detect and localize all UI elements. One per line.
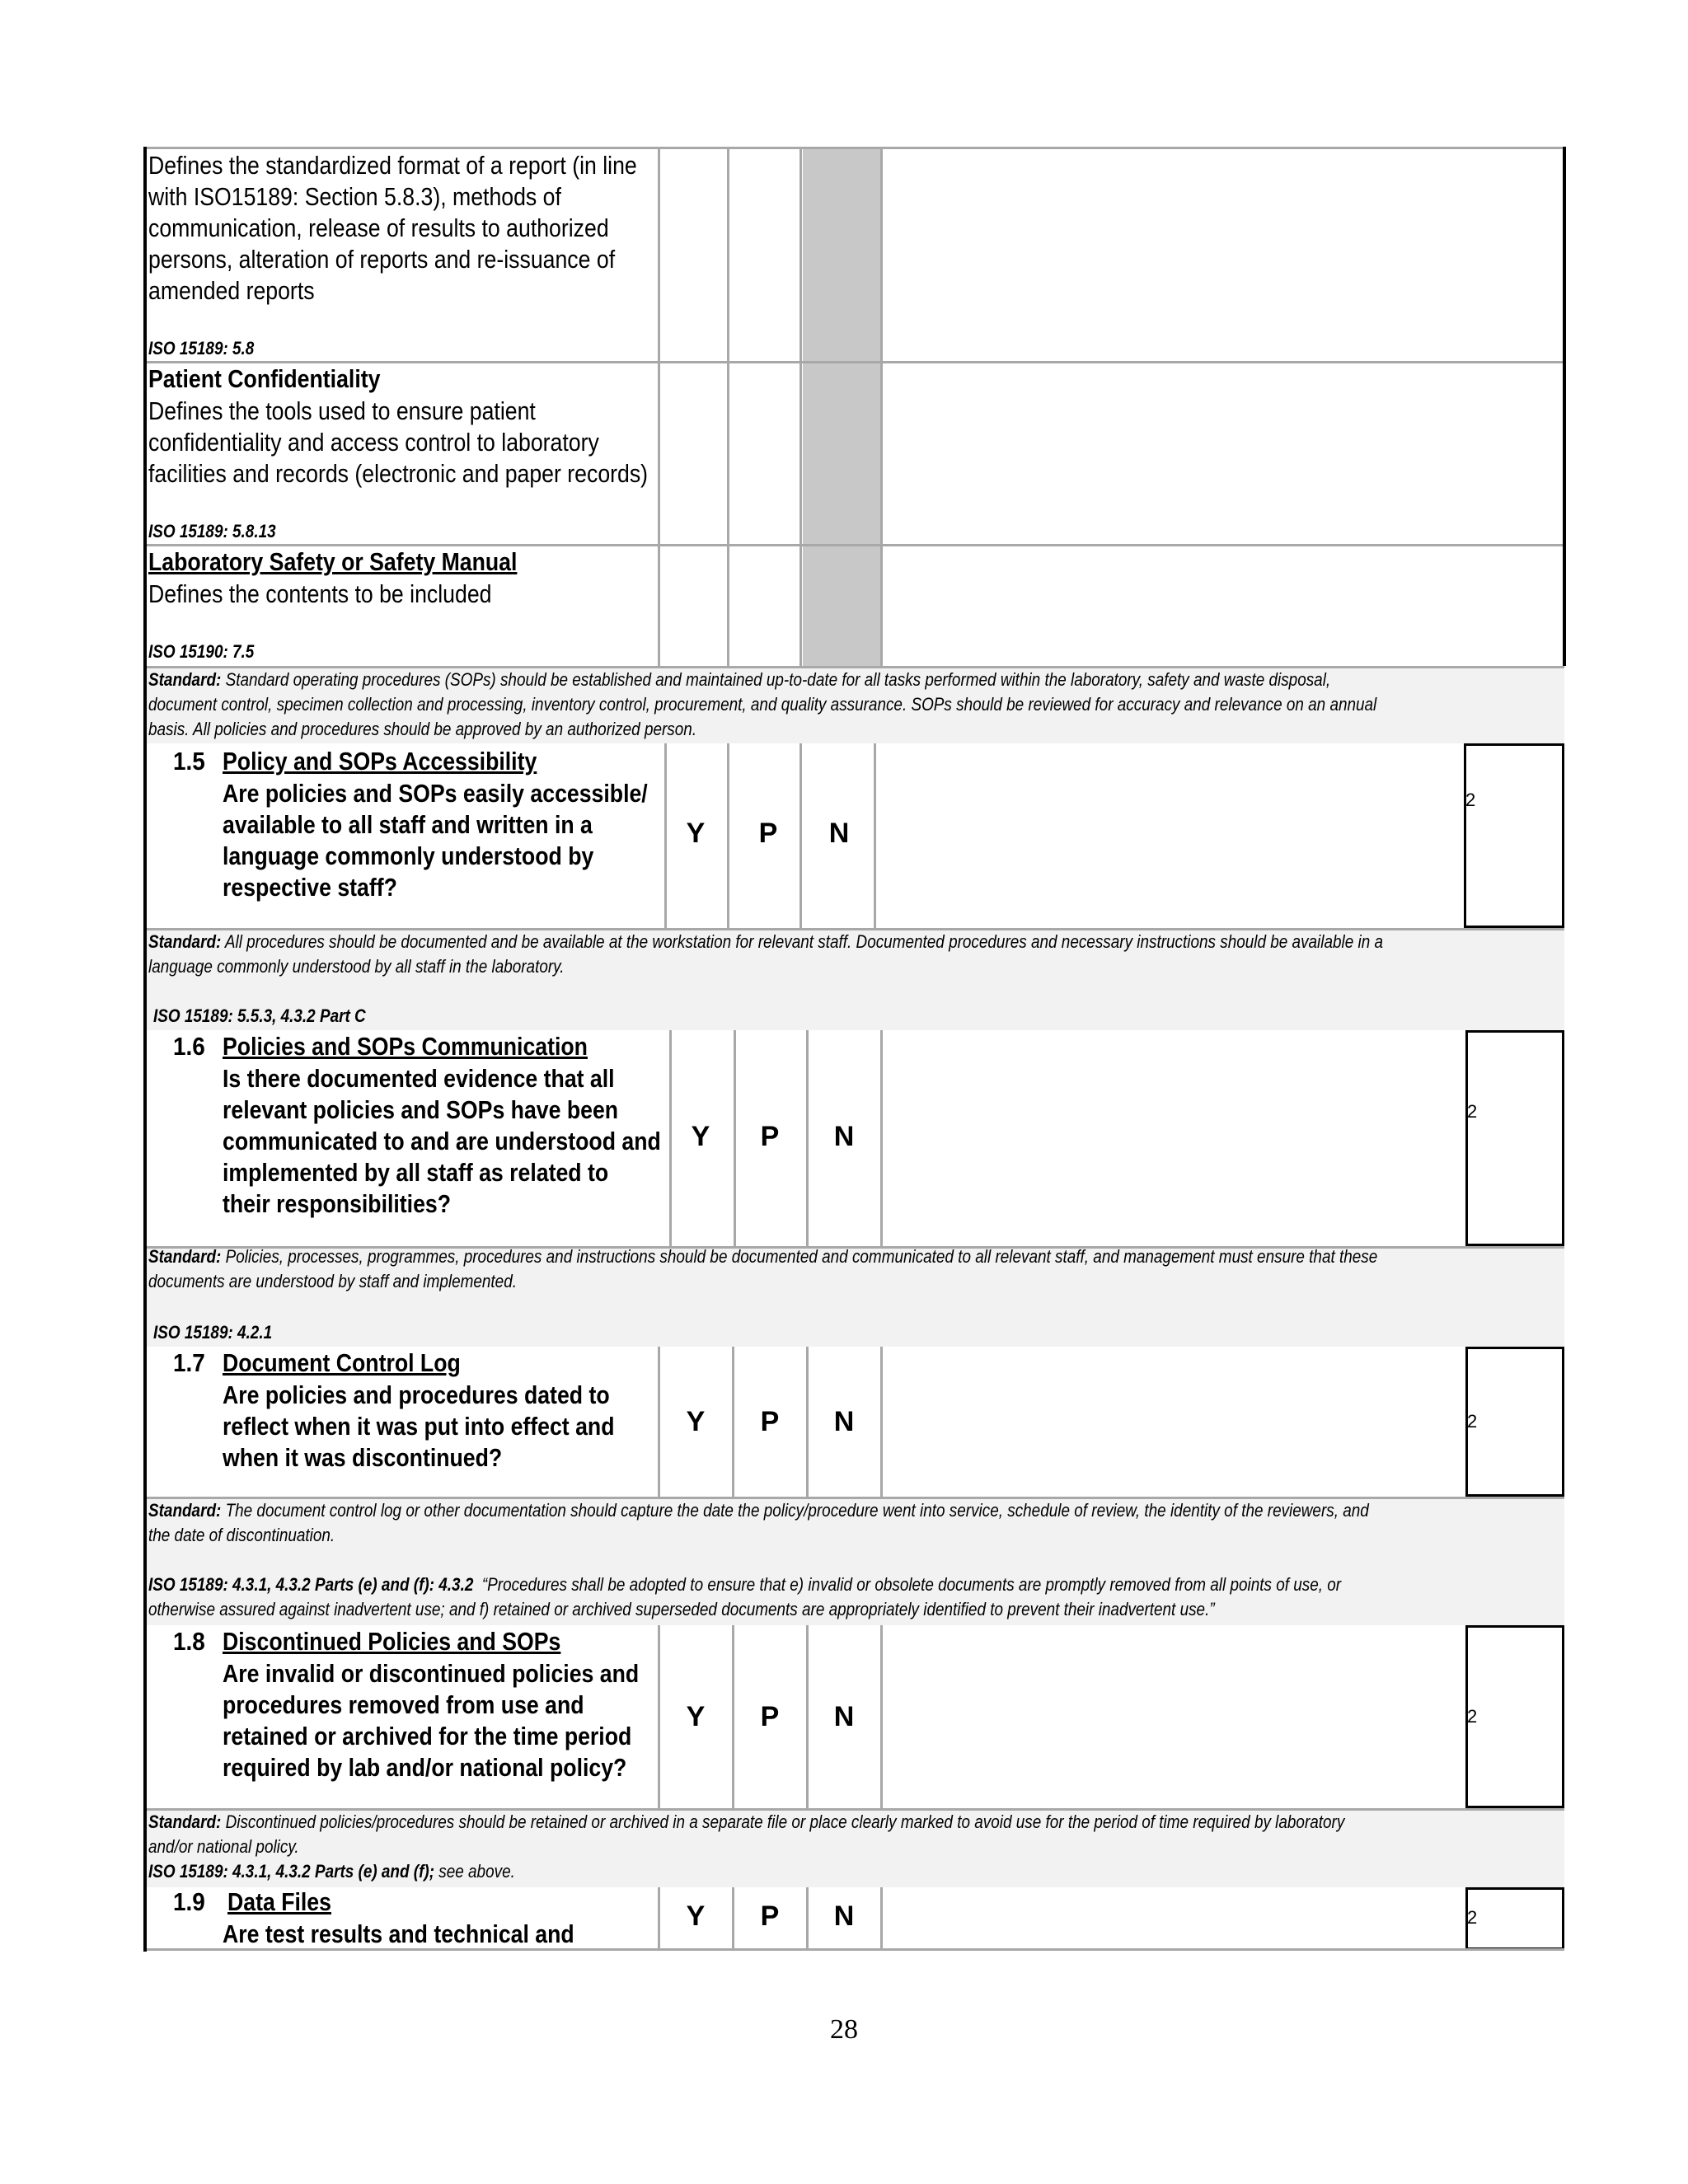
question-1-7-text: Are policies and procedures dated to reflect when it was put into effect and when it was discontinued? [223,1380,615,1472]
question-1-6-text: Is there documented evidence that all relevant policies and SOPs have been communicated to and are understood and implemented by all staff as related to their responsibilities? [223,1064,661,1218]
standard-5-text: Standard: Discontinued policies/procedures should be retained or archived in a separate file or place clearly marked to avoid use for the period of time required by laboratory and/or national policy. ISO 15189: 4.3.1, 4.3.2 Parts (e) and (f); see above. [148,1811,1345,1882]
intro-row-3-heading: Laboratory Safety or Safety Manual [148,547,518,576]
intro-row-3-ref: ISO 15190: 7.5 [148,641,255,662]
question-1-9-title: Data Files [227,1887,331,1916]
question-1-8-comment-box[interactable] [882,1625,1465,1808]
intro-row-1-ref: ISO 15189: 5.8 [148,338,255,359]
question-1-8-number: 1.8 [173,1627,205,1656]
question-1-7-no[interactable]: N [833,1406,855,1437]
standard-4-text: Standard: The document control log or other documentation should capture the date the policy/procedure went into service, schedule of review, the identity of the reviewers, and the date of discontinuation. [148,1500,1369,1545]
question-1-9-score: 2 [1467,1907,1478,1928]
question-1-7-score: 2 [1467,1411,1478,1432]
question-1-6-title: Policies and SOPs Communication [223,1032,588,1061]
intro-row-3-text: Defines the contents to be included [148,579,492,608]
question-1-6-score-box[interactable] [1465,1030,1564,1246]
question-1-5-yes[interactable]: Y [686,818,706,849]
page-number: 28 [830,2014,858,2045]
question-1-8-partial[interactable]: P [760,1701,780,1732]
question-1-6-score: 2 [1467,1101,1478,1122]
question-1-7-partial[interactable]: P [760,1406,780,1437]
standard-2-ref: ISO 15189: 5.5.3, 4.3.2 Part C [153,1005,366,1026]
question-1-6-yes[interactable]: Y [691,1121,710,1152]
question-1-5-number: 1.5 [173,747,205,776]
table-right-border [1563,147,1566,666]
question-1-7-score-box[interactable] [1465,1347,1564,1497]
question-1-9-text: Are test results and technical and [223,1919,574,1948]
question-1-7-title: Document Control Log [223,1348,461,1377]
intro-row-2-text: Defines the tools used to ensure patient confidentiality and access control to laboratory facilities and records (electronic and paper records) [148,396,649,488]
question-1-8-title: Discontinued Policies and SOPs [223,1627,561,1656]
question-1-9-score-box[interactable] [1465,1887,1564,1950]
standard-3-ref: ISO 15189: 4.2.1 [153,1322,273,1343]
question-1-5-score-box[interactable] [1464,743,1564,928]
question-1-5-no[interactable]: N [828,818,850,849]
intro-row-1-text: Defines the standardized format of a report (in line with ISO15189: Section 5.8.3), methods of communication, release of results to authorized persons, alteration of reports and re-issuance of amended reports [148,151,637,305]
question-1-6-partial[interactable]: P [760,1121,780,1152]
question-1-9-number: 1.9 [173,1887,205,1916]
question-1-8-yes[interactable]: Y [686,1701,706,1732]
question-1-6-no[interactable]: N [833,1121,855,1152]
question-1-7-number: 1.7 [173,1348,205,1377]
table-left-border [143,147,147,1952]
question-1-5-title: Policy and SOPs Accessibility [223,747,537,776]
question-1-9-yes[interactable]: Y [686,1900,706,1932]
question-1-9-partial[interactable]: P [760,1900,780,1932]
question-1-5-text: Are policies and SOPs easily accessible/ available to all staff and written in a language commonly understood by respective staff? [223,779,648,902]
question-1-9-comment-box[interactable] [882,1887,1465,1950]
question-1-7-yes[interactable]: Y [686,1406,706,1437]
standard-1-text: Standard: Standard operating procedures (SOPs) should be established and maintained up-to-date for all tasks performed within the laboratory, safety and waste disposal, document control, specimen collection and processing, inventory control, procurement, and quality assurance. SOPs should be reviewed for accuracy and relevance on an annual basis. All policies and procedures should be approved by an authorized person. [148,669,1377,739]
standard-4-ref: ISO 15189: 4.3.1, 4.3.2 Parts (e) and (f): 4.3.2 “Procedures shall be adopted to ensure that e) invalid or obsolete documents are promptly removed from all points of use, or otherwise assured against inadvertent use; and f) retained or archived superseded documents are appropriately identified to prevent their inadvertent use.” [148,1574,1342,1619]
question-1-8-score-box[interactable] [1465,1625,1564,1808]
question-1-8-text: Are invalid or discontinued policies and procedures removed from use and retained or archived for the time period required by lab and/or national policy? [223,1659,640,1782]
intro-shaded-column [803,148,882,666]
question-1-6-comment-box[interactable] [882,1030,1465,1246]
standard-3-text: Standard: Policies, processes, programmes, procedures and instructions should be documented and communicated to all relevant staff, and management must ensure that these documents are understood by staff and implemented. [148,1246,1378,1291]
question-1-6-number: 1.6 [173,1032,205,1061]
intro-row-2-ref: ISO 15189: 5.8.13 [148,521,276,541]
question-1-5-comment-box[interactable] [875,743,1464,928]
standard-2-text: Standard: All procedures should be documented and be available at the workstation for relevant staff. Documented procedures and necessary instructions should be available in a language commonly understood by all staff in the laboratory. [148,931,1383,977]
question-1-9-no[interactable]: N [833,1900,855,1932]
question-1-5-partial[interactable]: P [758,818,778,849]
intro-row-2-heading: Patient Confidentiality [148,364,381,393]
question-1-8-score: 2 [1467,1706,1478,1727]
question-1-5-score: 2 [1465,790,1476,810]
question-1-7-comment-box[interactable] [882,1347,1465,1497]
question-1-8-no[interactable]: N [833,1701,855,1732]
